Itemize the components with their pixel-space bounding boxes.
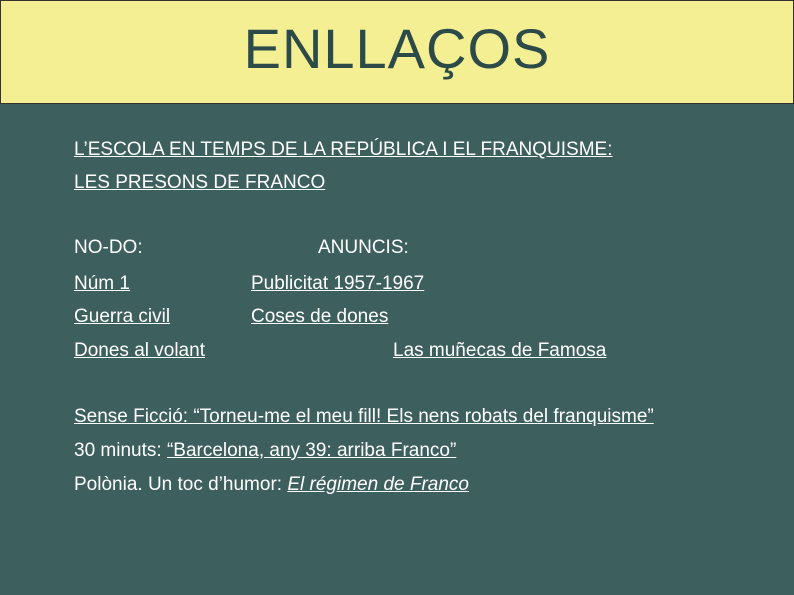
link-nodo-num1[interactable]: Núm 1 xyxy=(74,273,130,294)
polonia-line xyxy=(74,474,469,496)
link-munecas-famosa[interactable]: Las muñecas de Famosa xyxy=(393,340,607,361)
link-nodo-guerra-civil[interactable]: Guerra civil xyxy=(74,306,171,327)
link-polonia-wrapper[interactable] xyxy=(287,474,469,495)
link-presons-franco[interactable]: LES PRESONS DE FRANCO xyxy=(74,172,326,193)
link-nodo-dones-al-volant[interactable]: Dones al volant xyxy=(74,340,205,361)
link-publicitat[interactable]: Publicitat 1957-1967 xyxy=(251,273,425,294)
sense-ficcio-label: Sense Ficció: xyxy=(74,406,194,427)
anuncis-heading: ANUNCIS: xyxy=(318,237,409,258)
nodo-heading: NO-DO: xyxy=(74,237,143,258)
link-sense-ficcio[interactable]: “Torneu-me el meu fill! Els nens robats del franquisme” xyxy=(193,406,654,427)
page-title: ENLLAÇOS xyxy=(243,17,551,80)
link-trenta-minuts[interactable]: “Barcelona, any 39: arriba Franco” xyxy=(166,440,457,461)
polonia-label: Polònia. Un toc d’humor: xyxy=(74,474,288,495)
link-coses-de-dones[interactable]: Coses de dones xyxy=(251,306,389,327)
trenta-minuts-line xyxy=(74,440,456,462)
link-polonia[interactable]: El régimen de Franco xyxy=(287,474,469,495)
trenta-minuts-label: 30 minuts: xyxy=(74,440,167,461)
link-escola-republica[interactable]: L’ESCOLA EN TEMPS DE LA REPÚBLICA I EL FRANQUISME: xyxy=(74,139,613,160)
sense-ficcio-line xyxy=(74,406,654,428)
